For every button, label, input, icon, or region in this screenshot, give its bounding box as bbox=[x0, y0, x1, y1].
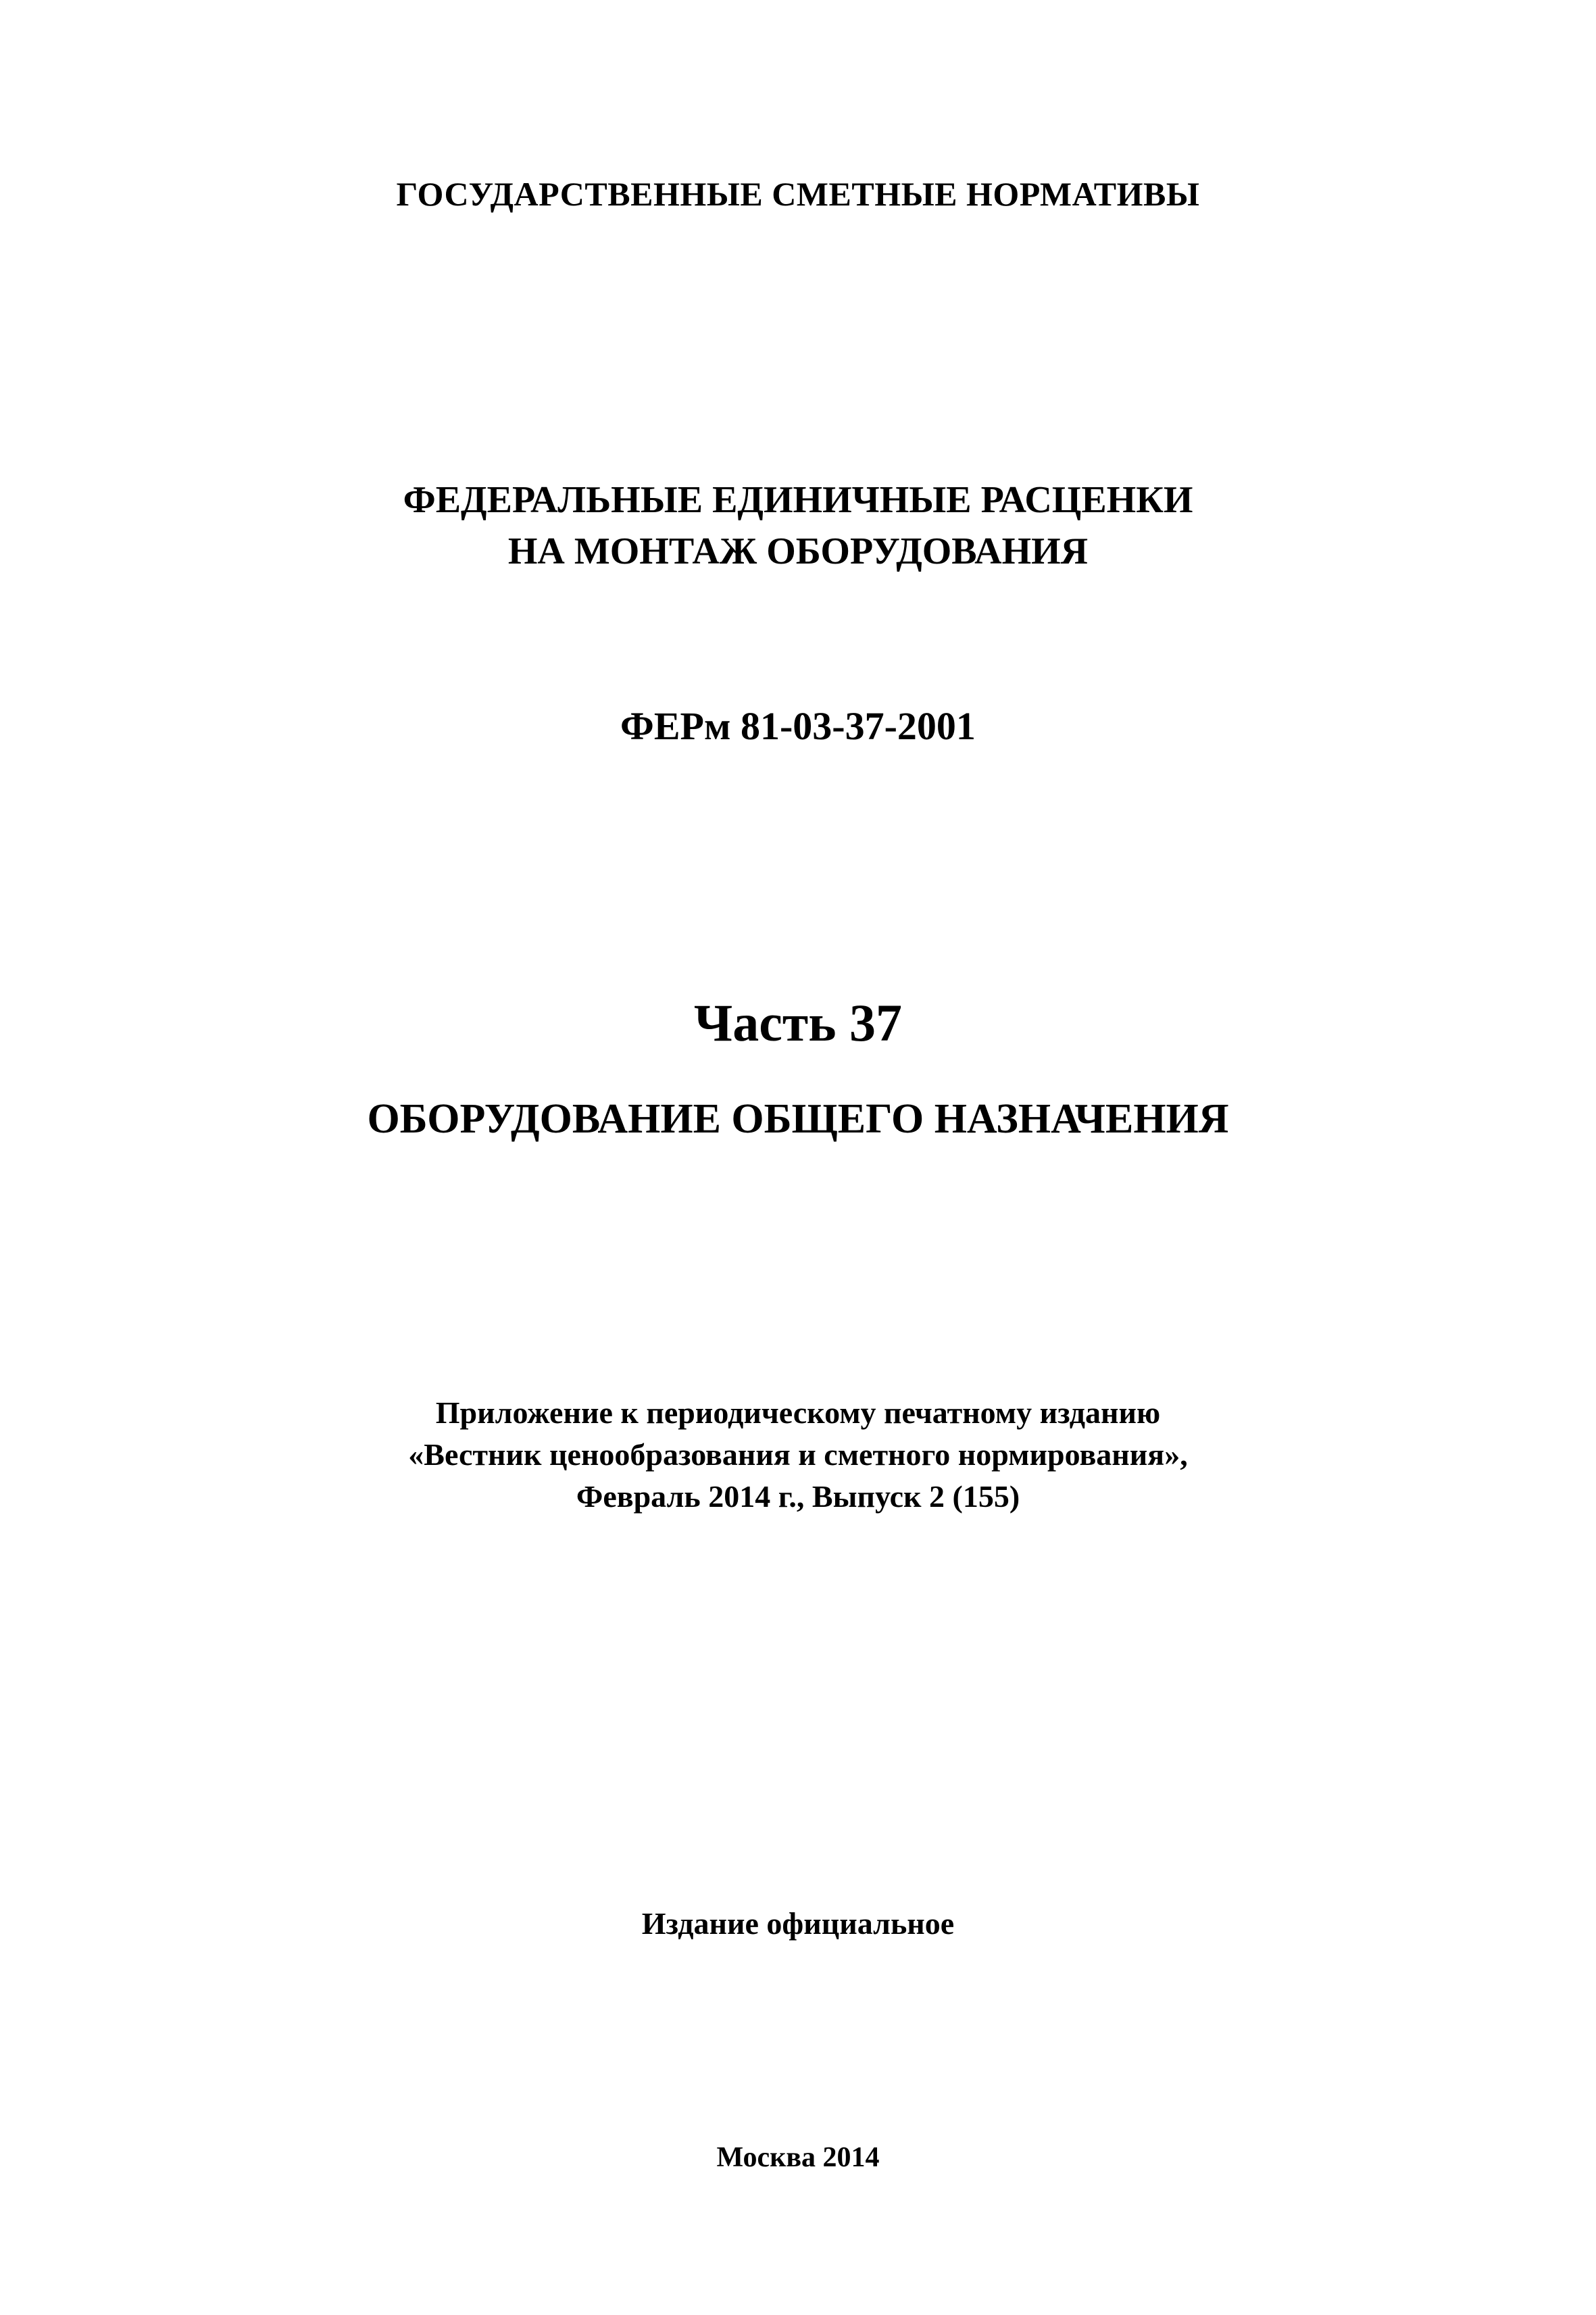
part-label: Часть 37 bbox=[694, 993, 902, 1052]
part-name: ОБОРУДОВАНИЕ ОБЩЕГО НАЗНАЧЕНИЯ bbox=[367, 1096, 1229, 1142]
document-code: ФЕРм 81-03-37-2001 bbox=[620, 704, 976, 748]
main-title-line-2: НА МОНТАЖ ОБОРУДОВАНИЯ bbox=[507, 530, 1089, 572]
series-title: ГОСУДАРСТВЕННЫЕ СМЕТНЫЕ НОРМАТИВЫ bbox=[396, 175, 1200, 213]
appendix-line-2: «Вестник ценообразования и сметного нормирования», bbox=[408, 1437, 1188, 1472]
appendix-line-3: Февраль 2014 г., Выпуск 2 (155) bbox=[576, 1479, 1020, 1514]
main-title-line-1: ФЕДЕРАЛЬНЫЕ ЕДИНИЧНЫЕ РАСЦЕНКИ bbox=[403, 479, 1193, 521]
appendix-line-1: Приложение к периодическому печатному изданию bbox=[435, 1395, 1161, 1430]
place-year: Москва 2014 bbox=[716, 2142, 880, 2173]
edition-note: Издание официальное bbox=[641, 1906, 955, 1941]
